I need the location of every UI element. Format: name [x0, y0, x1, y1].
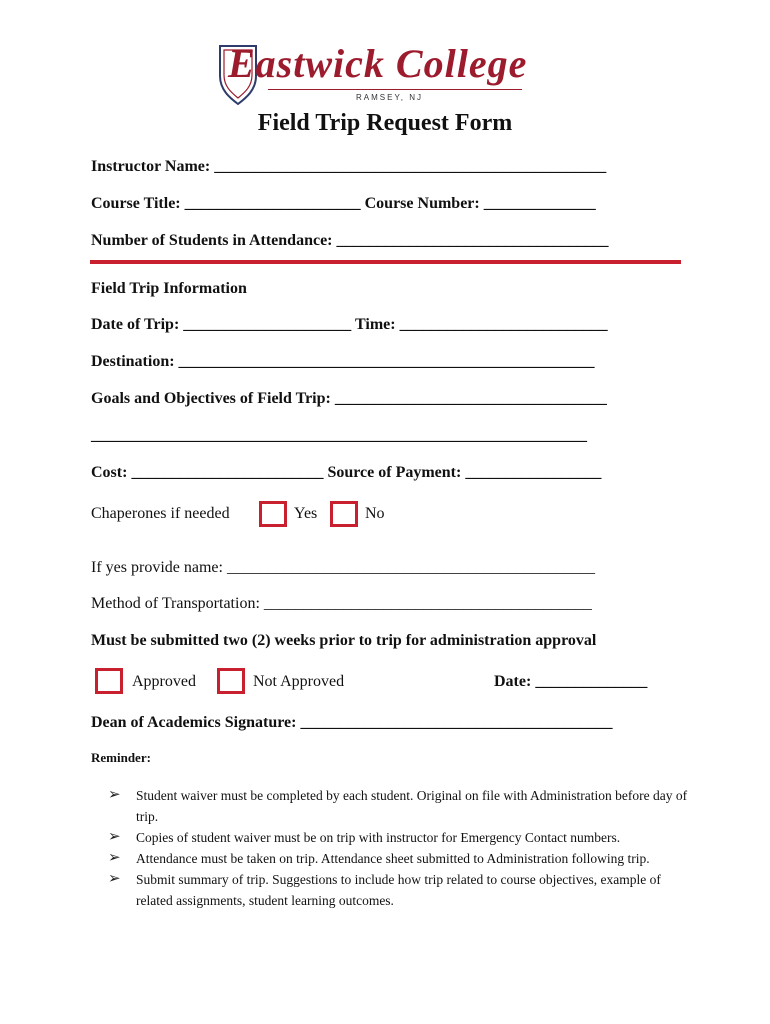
deadline-notice: Must be submitted two (2) weeks prior to trip for administration approval: [91, 632, 597, 649]
arrow-bullet-icon: ➢: [108, 871, 121, 887]
form-title: Field Trip Request Form: [257, 110, 513, 136]
logo-rule: [268, 89, 522, 90]
approved-checkbox[interactable]: [95, 668, 123, 694]
reminder-item: [108, 848, 688, 869]
reminder-text: Attendance must be taken on trip. Attendance sheet submitted to Administration following trip.: [136, 851, 650, 866]
not-approved-checkbox[interactable]: [217, 668, 245, 694]
reminder-item: [108, 827, 688, 848]
section-divider: [90, 260, 681, 264]
approval-date-field[interactable]: Date: ______________: [494, 673, 648, 690]
reminder-item: [108, 869, 688, 911]
approved-label: Approved: [132, 673, 196, 690]
arrow-bullet-icon: ➢: [108, 787, 121, 803]
transportation-field[interactable]: Method of Transportation: _________________________________________: [91, 595, 592, 612]
course-title-field[interactable]: Course Title: ______________________ Course Number: ______________: [91, 195, 596, 212]
chaperones-label: Chaperones if needed: [91, 505, 230, 522]
chaperones-yes-checkbox[interactable]: [259, 501, 287, 527]
reminder-text: Copies of student waiver must be on trip with instructor for Emergency Contact numbers.: [136, 830, 621, 845]
college-logo: [216, 42, 556, 108]
cost-field[interactable]: Cost: ________________________ Source of Payment: _________________: [91, 464, 602, 481]
reminder-list: [108, 785, 688, 911]
reminder-text: Submit summary of trip. Suggestions to include how trip related to course objectives, example of related assignments, student learning outcomes.: [136, 872, 661, 908]
reminder-heading: Reminder:: [91, 750, 151, 765]
logo-location: RAMSEY, NJ: [356, 93, 423, 102]
goals-field[interactable]: Goals and Objectives of Field Trip: __________________________________: [91, 390, 607, 407]
goals-field-line2[interactable]: ______________________________________________________________: [91, 427, 587, 444]
arrow-bullet-icon: ➢: [108, 850, 121, 866]
date-time-field[interactable]: Date of Trip: _____________________ Time: __________________________: [91, 316, 608, 333]
dean-signature-field[interactable]: Dean of Academics Signature: _______________________________________: [91, 714, 613, 731]
chaperones-no-checkbox[interactable]: [330, 501, 358, 527]
students-attendance-field[interactable]: Number of Students in Attendance: __________________________________: [91, 232, 609, 249]
arrow-bullet-icon: ➢: [108, 829, 121, 845]
yes-label: Yes: [294, 505, 318, 522]
not-approved-label: Not Approved: [253, 673, 345, 690]
instructor-name-field[interactable]: Instructor Name: _________________________________________________: [91, 158, 607, 175]
chaperone-name-field[interactable]: If yes provide name: ______________________________________________: [91, 559, 595, 576]
destination-field[interactable]: Destination: ____________________________________________________: [91, 353, 595, 370]
no-label: No: [365, 505, 385, 522]
reminder-text: Student waiver must be completed by each student. Original on file with Administration before day of trip.: [136, 788, 688, 824]
reminder-item: [108, 785, 688, 827]
logo-text: Eastwick College: [228, 41, 528, 86]
section-heading: Field Trip Information: [91, 280, 247, 297]
